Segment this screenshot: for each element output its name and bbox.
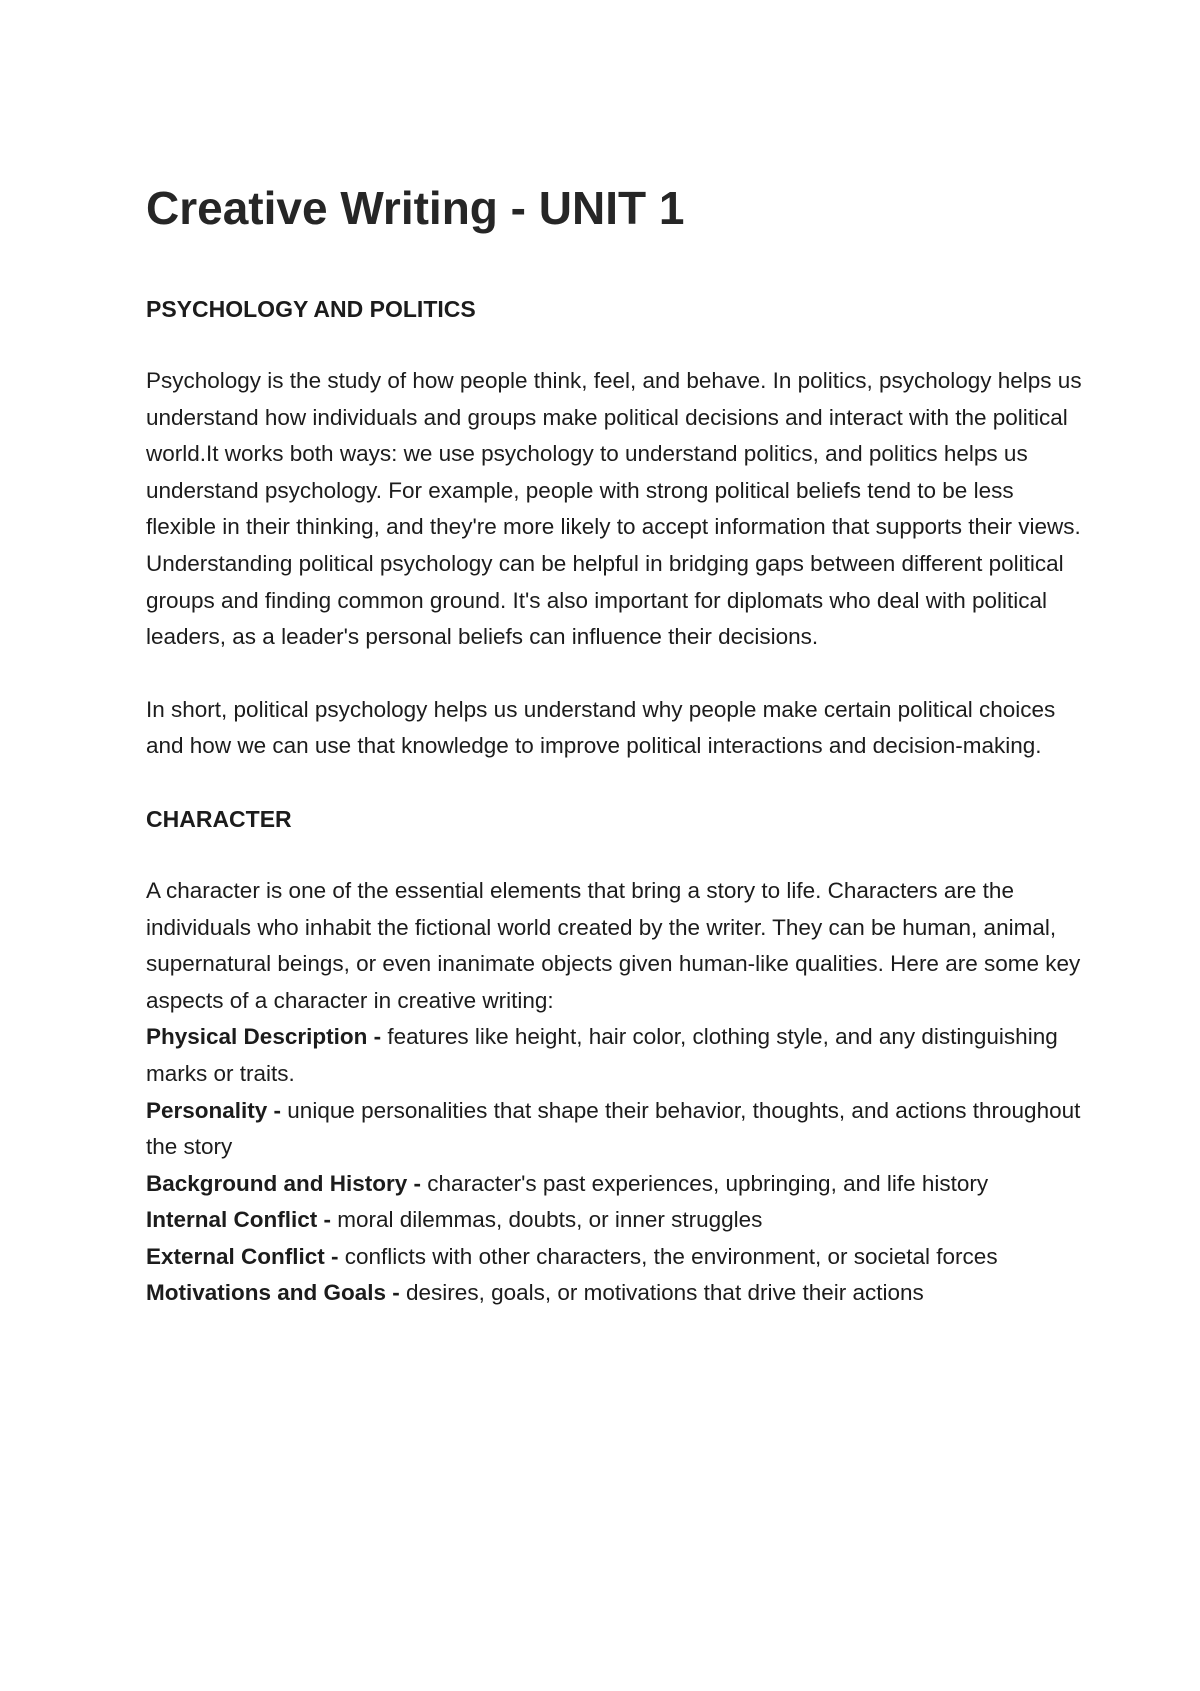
aspect-description: desires, goals, or motivations that drive their actions	[406, 1280, 924, 1306]
paragraph-character-intro: A character is one of the essential elements that bring a story to life. Characters are the individuals who inhabit the fictional world created by the writer. They can be human, animal, supernatural beings, or even inanimate objects given human-like qualities. Here are some key aspects of a character in creative writing:	[146, 877, 1081, 1013]
aspect-internal-conflict	[146, 1202, 1086, 1239]
aspect-description: conflicts with other characters, the environment, or societal forces	[344, 1243, 998, 1269]
aspect-description: moral dilemmas, doubts, or inner struggles	[337, 1207, 763, 1233]
aspect-external-conflict	[146, 1239, 1086, 1276]
section-heading-character: CHARACTER	[146, 805, 292, 832]
aspect-description: features like height, hair color, clothing style, and any distinguishing marks or traits.	[146, 1024, 1058, 1086]
aspect-term: Physical Description -	[146, 1024, 388, 1050]
paragraph-psychology-definition: Psychology is the study of how people think, feel, and behave. In politics, psychology helps us understand how individuals and groups make political decisions and interact with the political world.It works both ways: we use psychology to understand politics, and politics helps us understand psychology. For example, people with strong political beliefs tend to be less flexible in their thinking, and they're more likely to accept information that supports their views.	[146, 368, 1082, 540]
spacer	[146, 656, 1086, 692]
document-body	[146, 178, 1086, 1312]
aspect-background-history	[146, 1166, 1086, 1203]
aspect-term: Motivations and Goals -	[146, 1280, 407, 1306]
aspect-term: Background and History -	[146, 1170, 428, 1196]
spacer	[146, 327, 1086, 363]
aspect-description: character's past experiences, upbringing, and life history	[427, 1170, 989, 1196]
aspect-physical-description	[146, 1019, 1086, 1092]
character-aspects-list	[146, 1019, 1086, 1312]
aspect-term: Internal Conflict -	[146, 1207, 338, 1233]
paragraph-summary: In short, political psychology helps us understand why people make certain political choices and how we can use that knowledge to improve political interactions and decision-making.	[146, 696, 1056, 759]
spacer	[146, 238, 1086, 291]
section-heading-psychology-politics: PSYCHOLOGY AND POLITICS	[146, 296, 476, 322]
aspect-term: External Conflict -	[146, 1243, 345, 1269]
aspect-term: Personality -	[146, 1097, 288, 1123]
document-title: Creative Writing - UNIT 1	[146, 182, 685, 234]
spacer	[146, 765, 1086, 801]
aspect-description: unique personalities that shape their behavior, thoughts, and actions throughout the story	[146, 1097, 1081, 1160]
paragraph-political-psychology-usefulness: Understanding political psychology can be helpful in bridging gaps between different political groups and finding common ground. It's also important for diplomats who deal with political leaders, as a leader's personal beliefs can influence their decisions.	[146, 550, 1064, 650]
aspect-personality	[146, 1093, 1086, 1166]
spacer	[146, 837, 1086, 873]
aspect-motivations-goals	[146, 1275, 1086, 1312]
